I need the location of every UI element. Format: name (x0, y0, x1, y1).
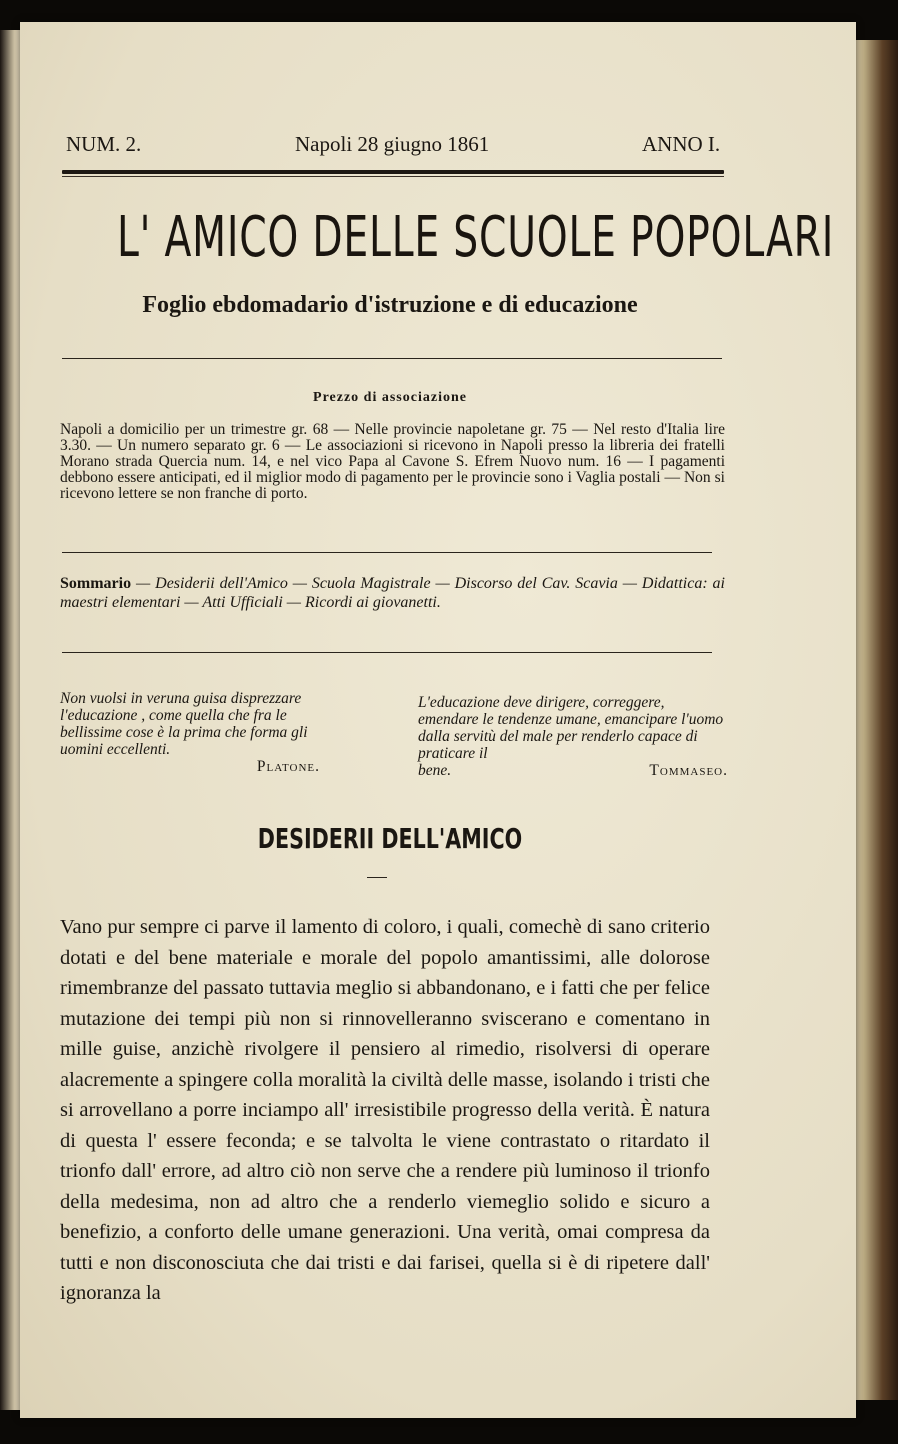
title-dash (367, 877, 387, 878)
subscription-title: Prezzo di associazione (313, 390, 467, 405)
epigraph-text: L'educazione deve dirigere, correggere, emendare le tendenze umane, emancipare l'uomo dalla servitù del male per renderlo capace di praticare il (418, 694, 724, 762)
issue-date: Napoli 28 giugno 1861 (295, 132, 490, 156)
epigraph-left (60, 690, 350, 775)
article-body (60, 912, 710, 1309)
header-thin-rule (62, 176, 724, 177)
masthead-title: L' AMICO DELLE SCUOLE POPOLARI (117, 205, 835, 270)
header-thick-rule (62, 170, 724, 174)
divider-rule (62, 652, 712, 653)
masthead-subtitle: Foglio ebdomadario d'istruzione e di educazione (142, 292, 638, 318)
summary-label: Sommario (60, 575, 132, 592)
issue-number: NUM. 2. (66, 132, 142, 156)
epigraph-last-word: bene. (418, 762, 452, 779)
divider-rule (62, 358, 722, 359)
divider-rule (62, 552, 712, 553)
epigraph-text: Non vuolsi in veruna guisa disprezzare l'educazione , come quella che fra le bellissime cose è la prima che forma gli uomini eccellenti. (60, 690, 308, 758)
subscription-text: Napoli a domicilio per un trimestre gr. 68 — Nelle provincie napoletane gr. 75 — Nel resto d'Italia lire 3.30. — Un numero separato gr. 6 — Le associazioni si ricevono in Napoli presso la libreria dei fratelli Morano strada Quercia num. 14, e nel vico Papa al Cavone S. Efrem Nuovo num. 16 — I pagamenti debbono essere anticipati, ed il miglior modo di pagamento per le provincie sono i Vaglia postali — Non si ricevono lettere se non franche di porto. (60, 421, 725, 502)
article-paragraph: Vano pur sempre ci parve il lamento di coloro, i quali, comechè di sano criterio dotati e del bene materiale e morale del popolo amantissimi, alle dolorose rimembranze del passato tuttavia meglio si abbandonano, e i fatti che per felice mutazione dei tempi più non si rinnovelleranno sviscerano e comentano in mille guise, anzichè rivolgere il pensiero al rimedio, risolversi di operare alacremente a spingere colla moralità la civiltà delle masse, isolando i tristi che si arrovellano a porre inciampo all' irresistibile progresso della verità. È natura di questa l' essere feconda; e se talvolta le viene contrastato o ritardato il trionfo dall' errore, ad altro ciò non serve che a rendere più luminoso il trionfo della medesima, non ad altro che a renderlo viemeglio solido e sicuro a benefizio, a conforto delle umane generazioni. Una verità, omai compresa da tutti e non disconosciuta che dai tristi e dai farisei, quella si è di ripetere dall' ignoranza la (60, 916, 710, 1304)
summary (60, 574, 725, 612)
epigraph-right (418, 694, 728, 779)
header-line (20, 132, 856, 162)
epigraph-author: Tommaseo. (649, 762, 728, 779)
epigraph-author: Platone. (256, 758, 320, 775)
article-title: DESIDERII DELL'AMICO (257, 822, 523, 855)
newspaper-page (20, 22, 856, 1418)
issue-year: ANNO I. (642, 132, 721, 156)
summary-text: — Desiderii dell'Amico — Scuola Magistrale — Discorso del Cav. Scavia — Didattica: ai maestri elementari — Atti Ufficiali — Ricordi ai giovanetti. (60, 575, 726, 611)
